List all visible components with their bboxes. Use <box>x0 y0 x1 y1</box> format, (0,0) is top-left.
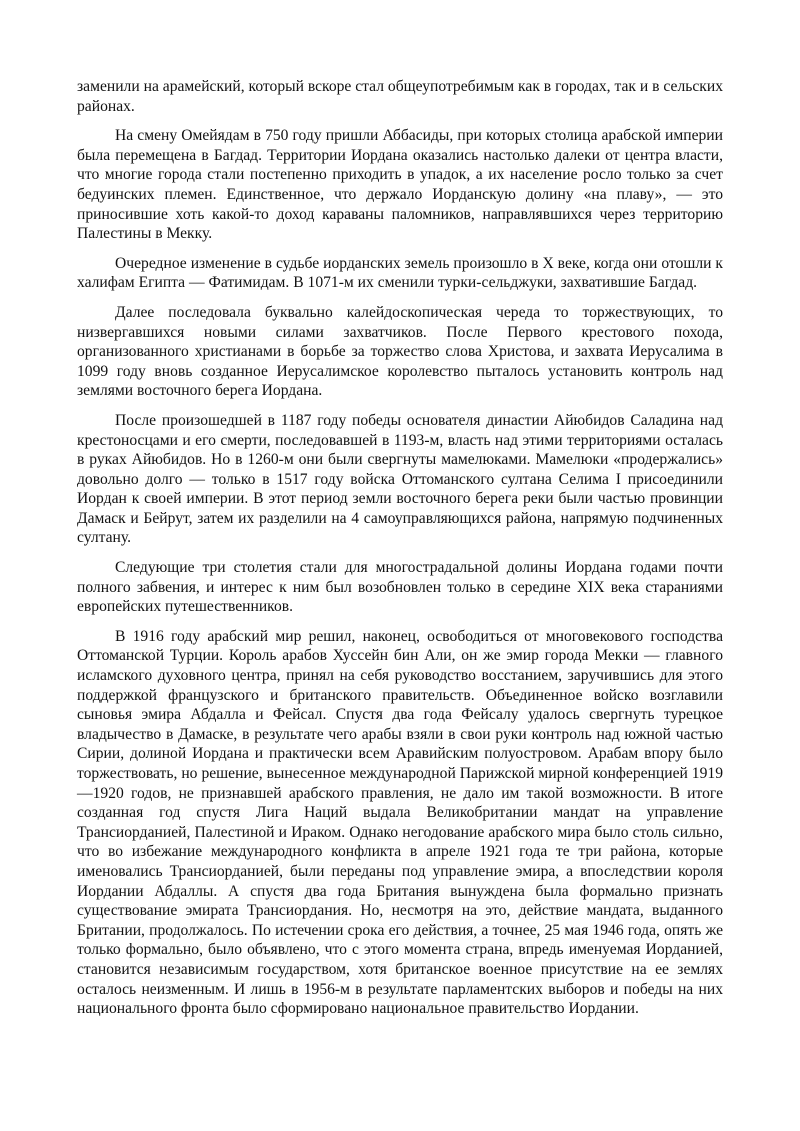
paragraph-ayyubids: После произошедшей в 1187 году победы основателя династии Айюбидов Саладина над крестоносцами и его смерти, последовавшей в 1193-м, власть над этими территориями осталась в руках Айюбидов. Но в 1260-м они были свергнуты мамелюками. Мамелюки «продержались» довольно долго — только в 1517 году войска Оттоманского султана Селима I присоединили Иордан к своей империи. В этот период земли восточного берега реки были частью провинции Дамаск и Бейрут, затем их разделили на 4 самоуправляющихся района, напрямую подчиненных султану. <box>77 411 723 547</box>
paragraph-continuation: заменили на арамейский, который вскоре стал общеупотребимым как в городах, так и в сельских районах. <box>77 78 723 115</box>
paragraph-crusades: Далее последовала буквально калейдоскопическая череда то торжествующих, то низвергавшихся новыми силами захватчиков. После Первого крестового похода, организованного христианами в борьбе за торжество слова Христова, и захвата Иерусалима в 1099 году вновь созданное Иерусалимское королевство пыталось установить контроль над землями восточного берега Иордана. <box>77 303 723 400</box>
paragraph-abbasids: На смену Омейядам в 750 году пришли Аббасиды, при которых столица арабской империи была перемещена в Багдад. Территории Иордана оказались настолько далеки от центра власти, что многие города стали постепенно приходить в упадок, а их население росло только за счет бедуинских племен. Единственное, что держало Иорданскую долину «на плаву», — это приносившие хоть какой-то доход караваны паломников, направлявшихся через территорию Палестины в Мекку. <box>77 127 723 243</box>
paragraph-independence: В 1916 году арабский мир решил, наконец, освободиться от многовекового господства Оттоманской Турции. Король арабов Хуссейн бин Али, он же эмир города Мекки — главного исламского духовного центра, принял на себя руководство восстанием, заручившись для этого поддержкой французского и британского правительств. Объединенное войско возглавили сыновья эмира Абдалла и Фейсал. Спустя два года Фейсалу удалось свергнуть турецкое владычество в Дамаске, в результате чего арабы взяли в свои руки контроль над южной частью Сирии, долиной Иордана и практически всем Аравийским полуостровом. Арабам впору было торжествовать, но решение, вынесенное международной Парижской мирной конференцией 1919—1920 годов, не признавшей арабского правления, не дало им такой возможности. В итоге созданная год спустя Лига Наций выдала Великобритании мандат на управление Трансиорданией, Палестиной и Ираком. Однако негодование арабского мира было столь сильно, что во избежание международного конфликта в апреле 1921 года те три района, которые именовались Трансиорданией, были переданы под управление эмира, а впоследствии короля Иордании Абдаллы. А спустя два года Британия вынуждена была формально признать существование эмирата Трансиордания. Но, несмотря на это, действие мандата, выданного Британии, продолжалось. По истечении срока его действия, а точнее, 25 мая 1946 года, опять же только формально, было объявлено, что с этого момента страна, впредь именуемая Иорданией, становится независимым государством, хотя британское военное присутствие на ее землях осталось неизменным. И лишь в 1956-м в результате парламентских выборов и победы на них национального фронта было сформировано национальное правительство Иордании. <box>77 627 723 1018</box>
paragraph-oblivion: Следующие три столетия стали для многострадальной долины Иордана годами почти полного забвения, и интерес к ним был возобновлен только в середине XIX века стараниями европейских путешественников. <box>77 559 723 616</box>
paragraph-fatimids: Очередное изменение в судьбе иорданских земель произошло в X веке, когда они отошли к халифам Египта — Фатимидам. В 1071-м их сменили турки-сельджуки, захватившие Багдад. <box>77 254 723 292</box>
document-page <box>77 77 723 1029</box>
